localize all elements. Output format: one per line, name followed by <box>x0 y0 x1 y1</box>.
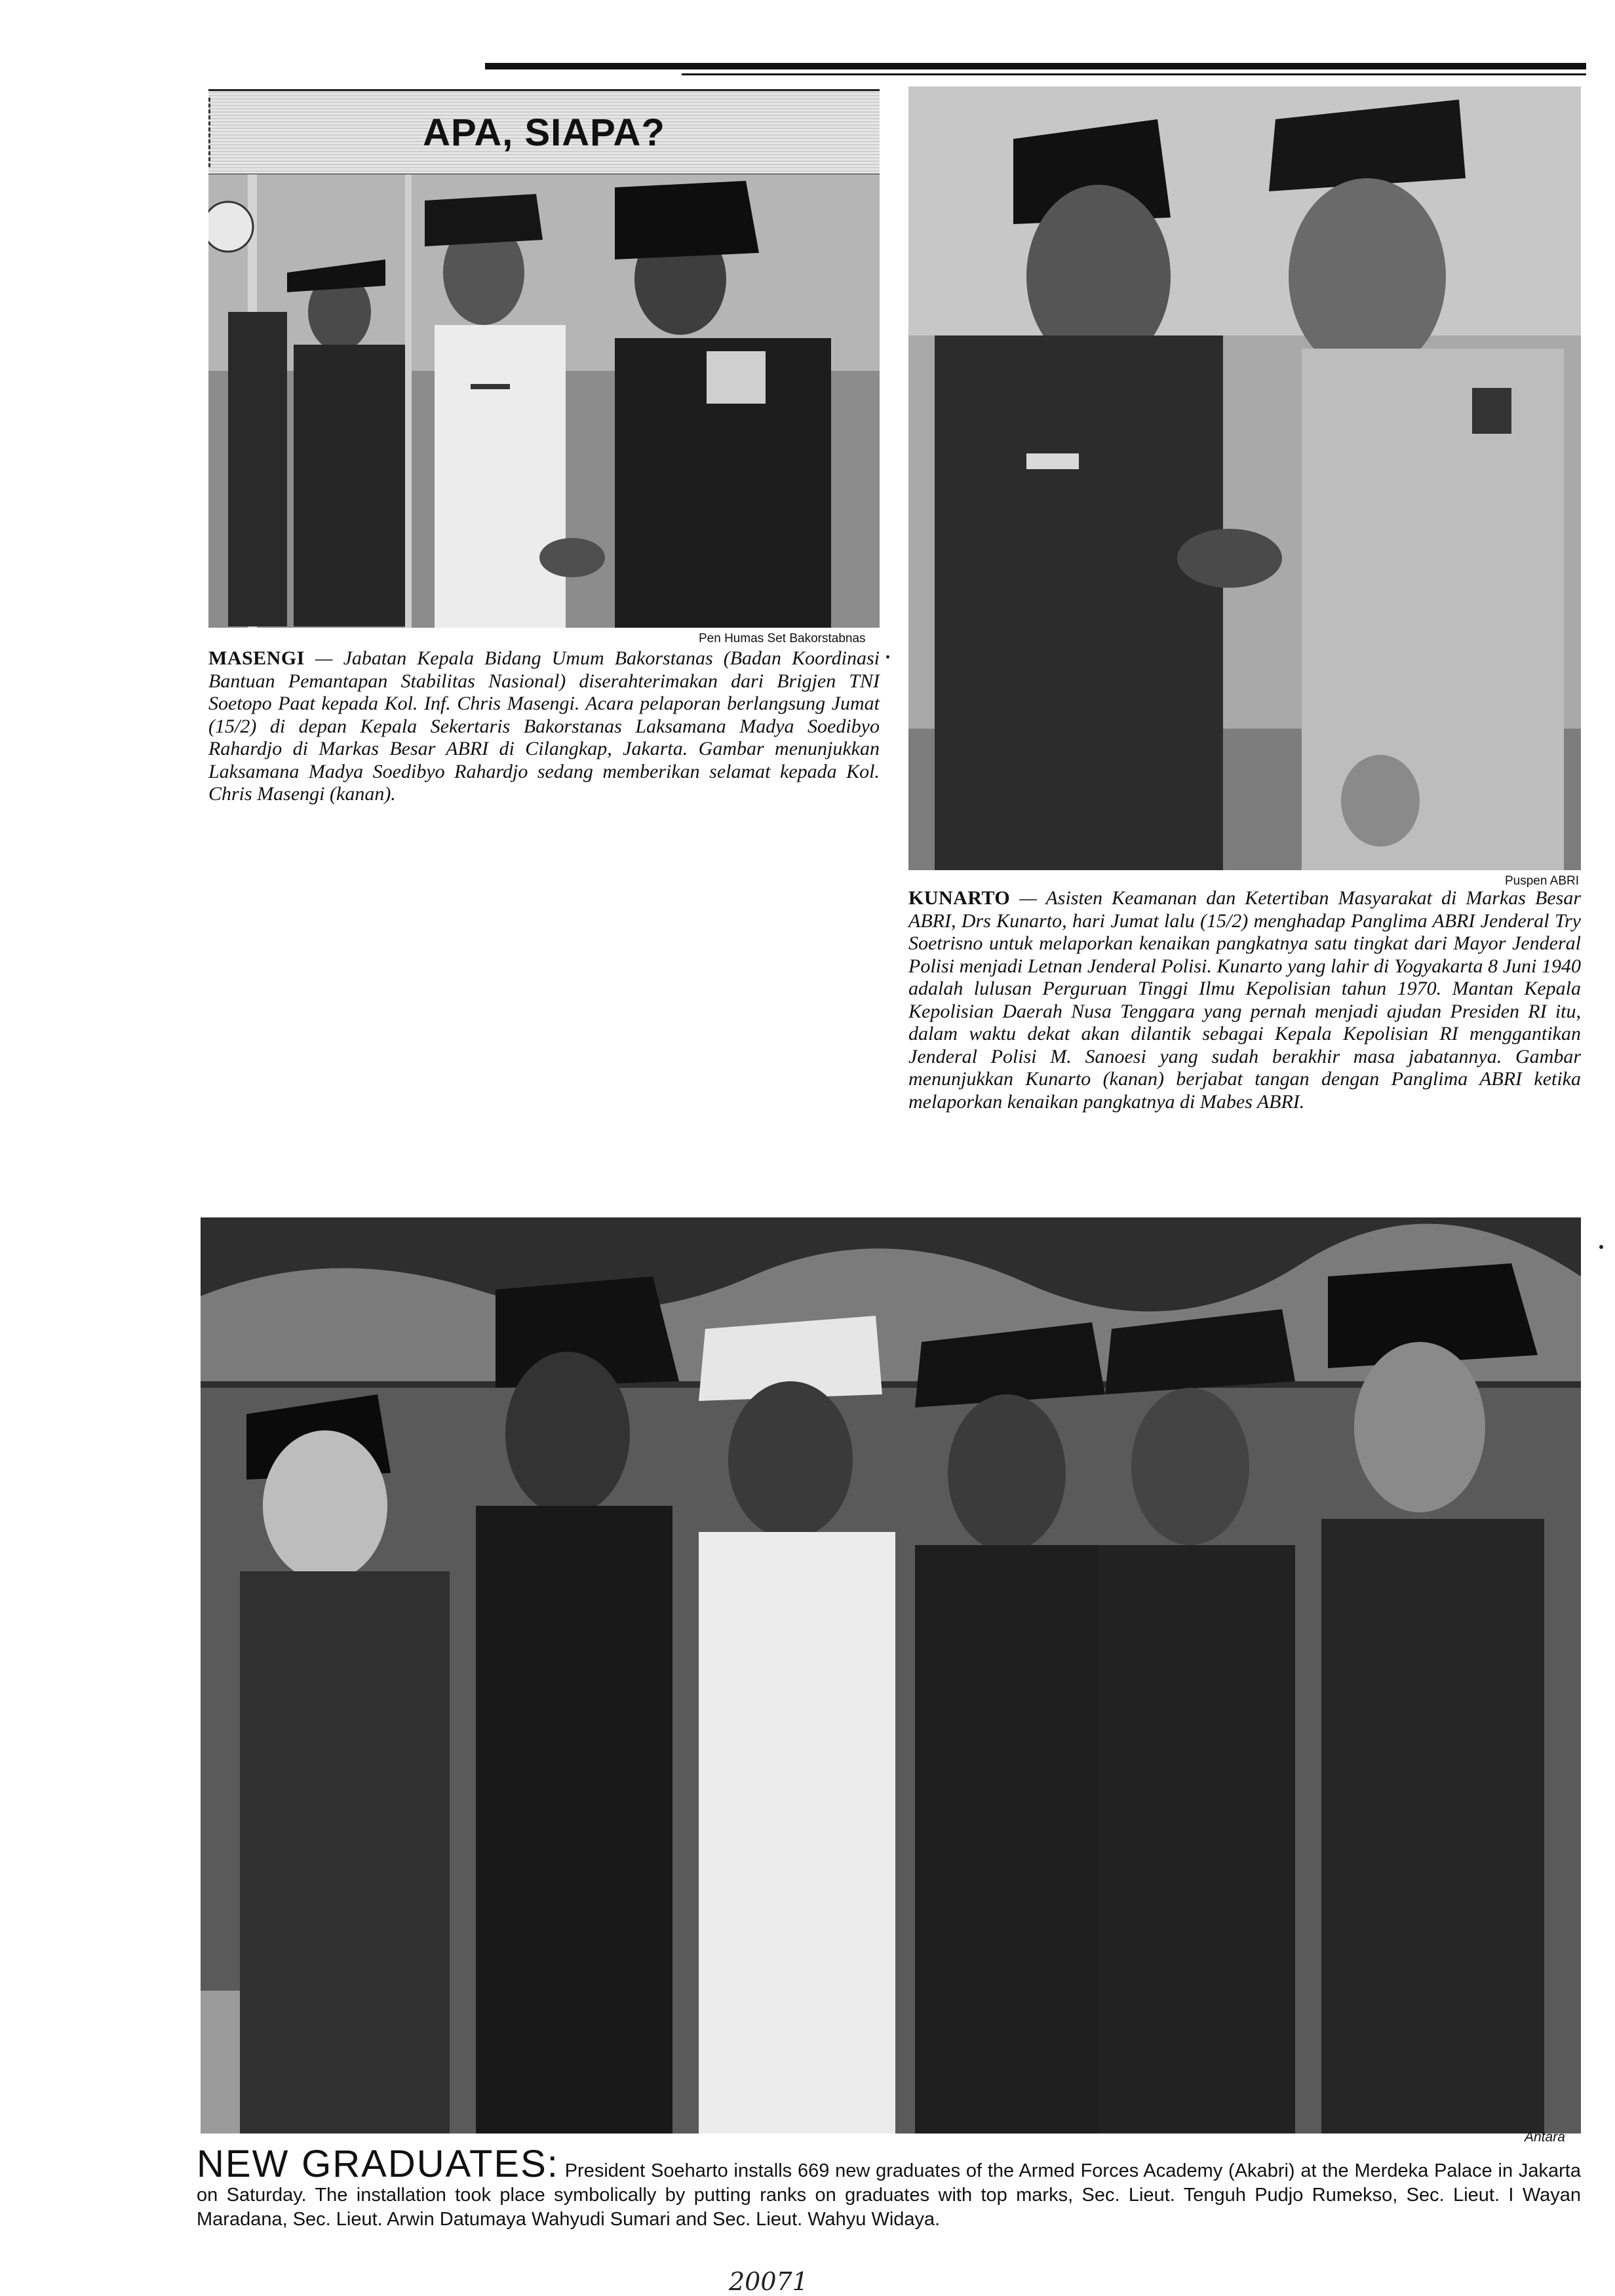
print-speck <box>1599 1245 1603 1249</box>
photo-masengi-image <box>208 174 880 628</box>
photo-graduates-image <box>201 1217 1581 2133</box>
column-title: APA, SIAPA? <box>423 111 665 154</box>
top-rule-thin <box>682 73 1586 75</box>
photo-masengi <box>208 174 880 628</box>
caption-kunarto-text: — Asisten Keamanan dan Ketertiban Masyarakat di Markas Besar ABRI, Drs Kunarto, hari Jumat lalu (15/2) menghadap Panglima ABRI Jenderal Try Soetrisno untuk melaporkan kenaikan pangkatnya satu tingkat dari Mayor Jenderal Polisi menjadi Letnan Jenderal Polisi. Kunarto yang lahir di Yogyakarta 8 Juni 1940 adalah lulusan Perguruan Tinggi Ilmu Kepolisian tahun 1970. Mantan Kepala Kepolisian Daerah Nusa Tenggara yang pernah menjadi ajudan Presiden RI itu, dalam waktu dekat akan dilantik sebagai Kepala Kepolisian RI menggantikan Jenderal Polisi M. Sanoesi yang sudah berakhir masa jabatannya. Gambar menunjukkan Kunarto (kanan) berjabat tangan dengan Panglima ABRI ketika melaporkan kenaikan pangkatnya di Mabes ABRI. <box>908 887 1581 1113</box>
photo-kunarto <box>908 86 1581 870</box>
top-rule <box>485 63 1586 69</box>
caption-graduates-lead: NEW GRADUATES: <box>197 2143 559 2185</box>
photo-credit-kunarto: Puspen ABRI <box>1505 874 1580 888</box>
caption-kunarto-lead: KUNARTO <box>908 887 1011 909</box>
column-header <box>208 89 880 176</box>
caption-graduates <box>197 2143 1581 2232</box>
photo-kunarto-image <box>908 86 1581 870</box>
caption-masengi-lead: MASENGI <box>208 647 305 669</box>
caption-kunarto <box>908 887 1581 1113</box>
print-speck <box>886 655 889 659</box>
handwritten-note: 20071 <box>729 2267 808 2296</box>
caption-graduates-text: President Soeharto installs 669 new graduates of the Armed Forces Academy (Akabri) at the Merdeka Palace in Jakarta on Saturday. The installation took place symbolically by putting ranks on graduates with top marks, Sec. Lieut. Tenguh Pudjo Rumekso, Sec. Lieut. I Wayan Maradana, Sec. Lieut. Arwin Datumaya Wahyudi Sumari and Sec. Lieut. Wahyu Widaya. <box>197 2160 1581 2230</box>
caption-masengi-text: — Jabatan Kepala Bidang Umum Bakorstanas (Badan Koordinasi Bantuan Pemantapan Stabilitas Nasional) diserahterimakan dari Brigjen TNI Soetopo Paat kepada Kol. Inf. Chris Masengi. Acara pelaporan berlangsung Jumat (15/2) di depan Kepala Sekertaris Bakorstanas Laksamana Madya Soedibyo Rahardjo di Markas Besar ABRI di Cilangkap, Jakarta. Gambar menunjukkan Laksamana Madya Soedibyo Rahardjo sedang memberikan selamat kepada Kol. Chris Masengi (kanan). <box>208 647 880 805</box>
photo-credit-graduates: Antara <box>1525 2130 1565 2145</box>
photo-credit-masengi: Pen Humas Set Bakorstabnas <box>699 632 866 645</box>
photo-graduates <box>201 1217 1581 2133</box>
header-dash-border <box>208 98 210 167</box>
caption-masengi <box>208 647 880 806</box>
